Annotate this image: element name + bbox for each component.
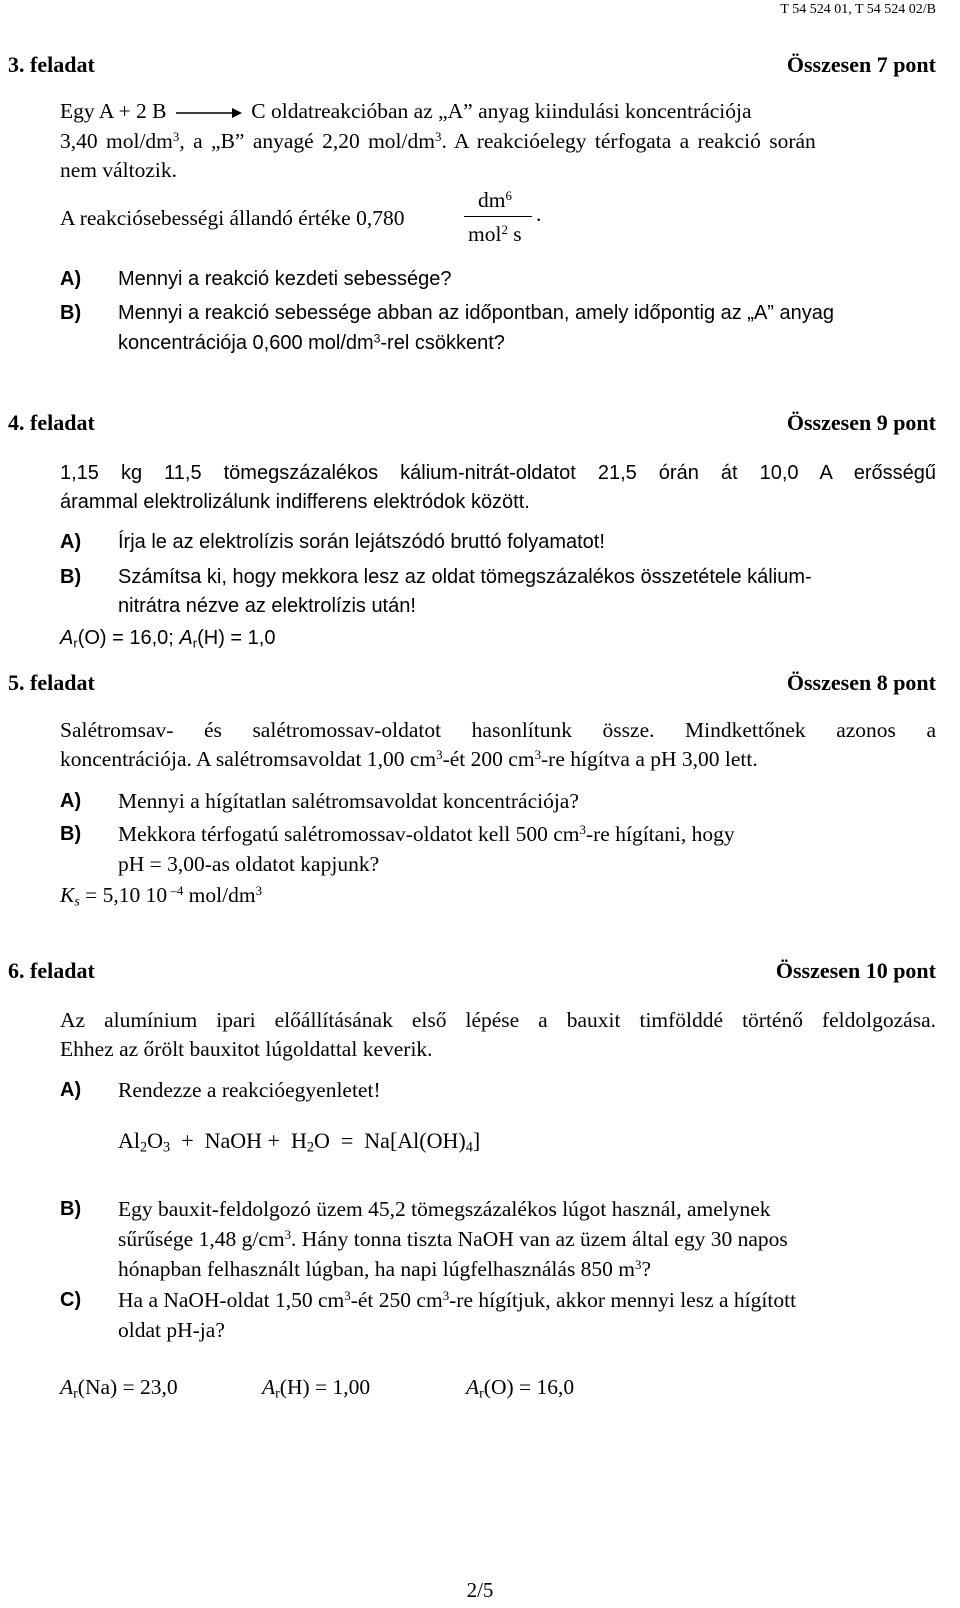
task6-atomic-mass-na: $A_r(Na) = 23,0$ <box>60 1375 178 1402</box>
task3-heading <box>0 52 960 82</box>
task3-rate-text: A reakciósebességi állandó értéke 0,780 <box>60 206 405 230</box>
task3-equation-right: C oldatreakcióban az „A” anyag kiindulási koncentrációja <box>251 99 752 123</box>
task6-question-b-label: B) <box>60 1198 82 1220</box>
task5-line2: koncentrációja. A salétromsavoldat 1,00 $cm^3-ét$ 200 $cm^3-re$ hígítva a pH 3,00 lett. <box>60 747 758 771</box>
rate-fraction-denominator: mol$^2$ s <box>468 222 522 246</box>
task6-line1: Az alumínium ipari előállításának első lépése a bauxit timfölddé történő feldolgozása. <box>60 1008 936 1032</box>
reaction-arrow-icon <box>174 106 244 120</box>
task5-question-b-line2: pH = 3,00-as oldatot kapjunk? <box>118 852 380 876</box>
task3-equation-left: Egy A + 2 B <box>60 99 167 123</box>
task3-line3: nem változik. <box>60 158 178 182</box>
task4-title: 4. feladat <box>8 410 95 435</box>
task5-question-b-label: B) <box>60 823 82 845</box>
task5-question-a: Mennyi a hígítatlan salétromsavoldat koncentrációja? <box>118 789 579 813</box>
task6-title: 6. feladat <box>8 958 95 983</box>
task5-points: Összesen 8 pont <box>786 670 936 695</box>
task5-line1: Salétromsav- és salétromossav-oldatot hasonlítunk össze. Mindkettőnek azonos a <box>60 718 936 742</box>
task4-question-b-line2: nitrátra nézve az elektrolízis után! <box>118 595 416 617</box>
task5-question-b-line1: Mekkora térfogatú salétromossav-oldatot kell 500 $cm^3-re$ hígítani, hogy <box>118 822 735 846</box>
task4-question-b-label: B) <box>60 566 82 588</box>
task6-line2: Ehhez az őrölt bauxitot lúgoldattal keverik. <box>60 1037 433 1061</box>
task6-question-c-line2: oldat pH-ja? <box>118 1318 225 1342</box>
task6-question-a-label: A) <box>60 1079 82 1101</box>
task5-ks-value: $K_s = 5,10$ 10 $^{-4}$ mol/$dm^3$ <box>60 883 263 910</box>
task4-question-a: Írja le az elektrolízis során lejátszódó bruttó folyamatot! <box>118 531 605 553</box>
task6-question-c-line1: Ha a NaOH-oldat 1,50 $cm^3-ét$ 250 $cm^3-re$ hígítjuk, akkor mennyi lesz a hígított <box>118 1288 797 1312</box>
task3-line1 <box>60 96 936 126</box>
task6-question-c-label: C) <box>60 1289 82 1311</box>
task4-question-a-label: A) <box>60 531 82 553</box>
task3-question-a-label: A) <box>60 268 82 290</box>
task6-question-b-line3: hónapban felhasznált lúgban, ha napi lúgfelhasználás 850 $m^3$? <box>118 1257 652 1281</box>
task6-points: Összesen 10 pont <box>775 958 936 983</box>
task3-title: 3. feladat <box>8 52 95 77</box>
fraction-bar <box>464 216 532 217</box>
task3-line2: 3,40 mol/$dm^3$, a „B” anyagé 2,20 mol/$dm^3$. A reakcióelegy térfogata a reakció során <box>60 129 816 153</box>
task4-line2: árammal elektrolizálunk indifferens elektródok között. <box>60 491 530 513</box>
task4-heading <box>0 410 960 440</box>
task5-question-a-label: A) <box>60 790 82 812</box>
task3-points: Összesen 7 pont <box>786 52 936 77</box>
task6-heading <box>0 958 960 988</box>
task6-question-b-line2: sűrűsége 1,48 $g/cm^3$. Hány tonna tiszta NaOH van az üzem által egy 30 napos <box>118 1227 788 1251</box>
task3-question-a: Mennyi a reakció kezdeti sebessége? <box>118 268 452 290</box>
task6-reaction-equation: $Al_2O_3$ + NaOH + $H_2O = Na[Al(OH)_4]$ <box>118 1128 481 1156</box>
task6-question-b-line1: Egy bauxit-feldolgozó üzem 45,2 tömegszázalékos lúgot használ, amelynek <box>118 1197 771 1221</box>
task4-question-b-line1: Számítsa ki, hogy mekkora lesz az oldat tömegszázalékos összetétele kálium- <box>118 566 812 588</box>
task4-atomic-masses: $A_r(O) = 16,0$; $A_r(H) = 1,0$ <box>60 627 276 651</box>
rate-fraction-numerator: $dm^6$ <box>478 188 512 212</box>
rate-fraction-dot: . <box>536 202 542 226</box>
task5-title: 5. feladat <box>8 670 95 695</box>
task3-question-b-line1: Mennyi a reakció sebessége abban az időpontban, amely időpontig az „A” anyag <box>118 302 835 324</box>
page-number: 2/5 <box>466 1578 494 1602</box>
task3-question-b-label: B) <box>60 302 82 324</box>
task4-line1: 1,15 kg 11,5 tömegszázalékos kálium-nitrát-oldatot 21,5 órán át 10,0 A erősségű <box>60 462 936 484</box>
task6-atomic-mass-h: $A_r(H) = 1,00$ <box>262 1375 371 1402</box>
document-code: T 54 524 01, T 54 524 02/B <box>780 2 936 17</box>
task6-question-a: Rendezze a reakcióegyenletet! <box>118 1078 381 1102</box>
task3-question-b-line2: koncentrációja 0,600 mol/$dm^3$-rel csökkent? <box>118 331 505 354</box>
task6-atomic-mass-o: $A_r(O) = 16,0$ <box>466 1375 575 1402</box>
task5-heading <box>0 670 960 700</box>
task4-points: Összesen 9 pont <box>786 410 936 435</box>
